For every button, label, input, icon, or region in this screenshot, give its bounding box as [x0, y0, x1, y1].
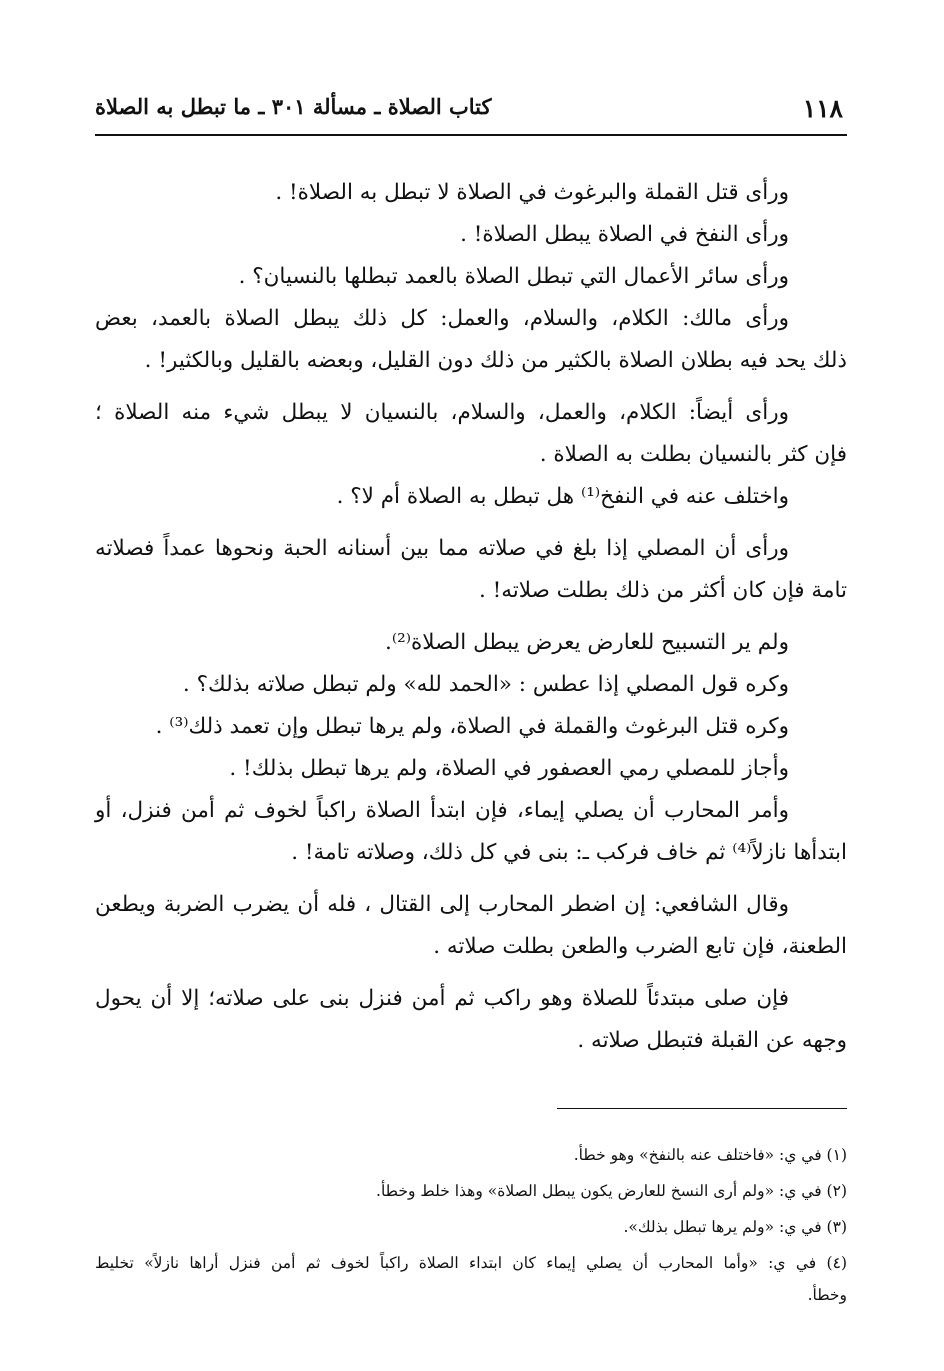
footnote	[95, 1209, 847, 1245]
text-line: ورأى سائر الأعمال التي تبطل الصلاة بالعمد تبطلها بالنسيان؟ .	[238, 264, 789, 289]
text-line: ورأى النفخ في الصلاة يبطل الصلاة! .	[460, 222, 789, 247]
main-text	[95, 172, 847, 1072]
text-line: وجهه عن القبلة فتبطل صلاته .	[577, 1028, 847, 1053]
paragraph	[95, 664, 847, 706]
text-line: وكره قول المصلي إذا عطس : «الحمد لله» ولم تبطل صلاته بذلك؟ .	[182, 672, 789, 697]
footnote-line: (٢) في ي: «ولم أرى النسخ للعارض يكون يبطل الصلاة» وهذا خلط وخطأ.	[376, 1182, 847, 1200]
text-line: ورأى قتل القملة والبرغوث في الصلاة لا تبطل به الصلاة! .	[275, 180, 789, 205]
footnote-line: (٣) في ي: «ولم يرها تبطل بذلك».	[623, 1218, 847, 1236]
paragraph	[95, 528, 847, 612]
footnote	[95, 1245, 847, 1309]
text-line: وكره قتل البرغوث والقملة في الصلاة، ولم يرها تبطل وإن تعمد ذلك⁽³⁾ .	[155, 714, 789, 739]
paragraph	[95, 884, 847, 968]
running-title: كتاب الصلاة ـ مسألة ٣٠١ ـ ما تبطل به الصلاة	[95, 94, 492, 119]
paragraph	[95, 214, 847, 256]
paragraph	[95, 256, 847, 298]
paragraph	[95, 476, 847, 518]
text-line: ورأى أيضاً: الكلام، والعمل، والسلام، بالنسيان لا يبطل شيء منه الصلاة ؛	[95, 400, 789, 425]
paragraph	[95, 172, 847, 214]
text-line: ابتدأها نازلاً⁽⁴⁾ ثم خاف فركب ـ: بنى في كل ذلك، وصلاته تامة! .	[291, 840, 847, 865]
text-line: ورأى مالك: الكلام، والسلام، والعمل: كل ذلك يبطل الصلاة بالعمد، بعض	[95, 306, 789, 331]
text-line: تامة فإن كان أكثر من ذلك بطلت صلاته! .	[478, 578, 847, 603]
text-line: ذلك يحد فيه بطلان الصلاة بالكثير من ذلك دون القليل، وبعضه بالقليل وبالكثير! .	[144, 348, 847, 373]
text-line: ولم ير التسبيح للعارض يعرض يبطل الصلاة⁽²⁾.	[384, 630, 789, 655]
paragraph	[95, 392, 847, 476]
text-line: الطعنة، فإن تابع الضرب والطعن بطلت صلاته .	[433, 934, 847, 959]
footnote-line: (١) في ي: «فاختلف عنه بالنفخ» وهو خطأ.	[573, 1146, 847, 1164]
page-header	[95, 88, 847, 136]
text-line: فإن صلى مبتدئاً للصلاة وهو راكب ثم أمن فنزل بنى على صلاته؛ إلا أن يحول	[95, 986, 789, 1011]
paragraph	[95, 298, 847, 382]
footnote-line: وخطأ.	[807, 1286, 847, 1304]
paragraph	[95, 748, 847, 790]
paragraph	[95, 978, 847, 1062]
page-number: ١١٨	[802, 94, 843, 123]
footnote-separator	[557, 1108, 847, 1109]
paragraph	[95, 706, 847, 748]
paragraph	[95, 622, 847, 664]
paragraph	[95, 790, 847, 874]
text-line: وقال الشافعي: إن اضطر المحارب إلى القتال ، فله أن يضرب الضربة ويطعن	[95, 892, 789, 917]
footnote	[95, 1173, 847, 1209]
text-line: واختلف عنه في النفخ⁽¹⁾ هل تبطل به الصلاة أم لا؟ .	[336, 484, 789, 509]
text-line: ورأى أن المصلي إذا بلغ في صلاته مما بين أسنانه الحبة ونحوها عمداً فصلاته	[95, 536, 789, 561]
text-line: وأجاز للمصلي رمي العصفور في الصلاة، ولم يرها تبطل بذلك! .	[229, 756, 789, 781]
footnote-line: (٤) في ي: «وأما المحارب أن يصلي إيماء كان ابتداء الصلاة راكباً لخوف ثم أمن فنزل أراها نازلاً» تخليط	[95, 1254, 847, 1272]
footnote	[95, 1137, 847, 1173]
footnotes	[95, 1137, 847, 1309]
text-line: فإن كثر بالنسيان بطلت به الصلاة .	[539, 442, 847, 467]
text-line: وأمر المحارب أن يصلي إيماء، فإن ابتدأ الصلاة راكباً لخوف ثم أمن فنزل، أو	[95, 798, 789, 823]
